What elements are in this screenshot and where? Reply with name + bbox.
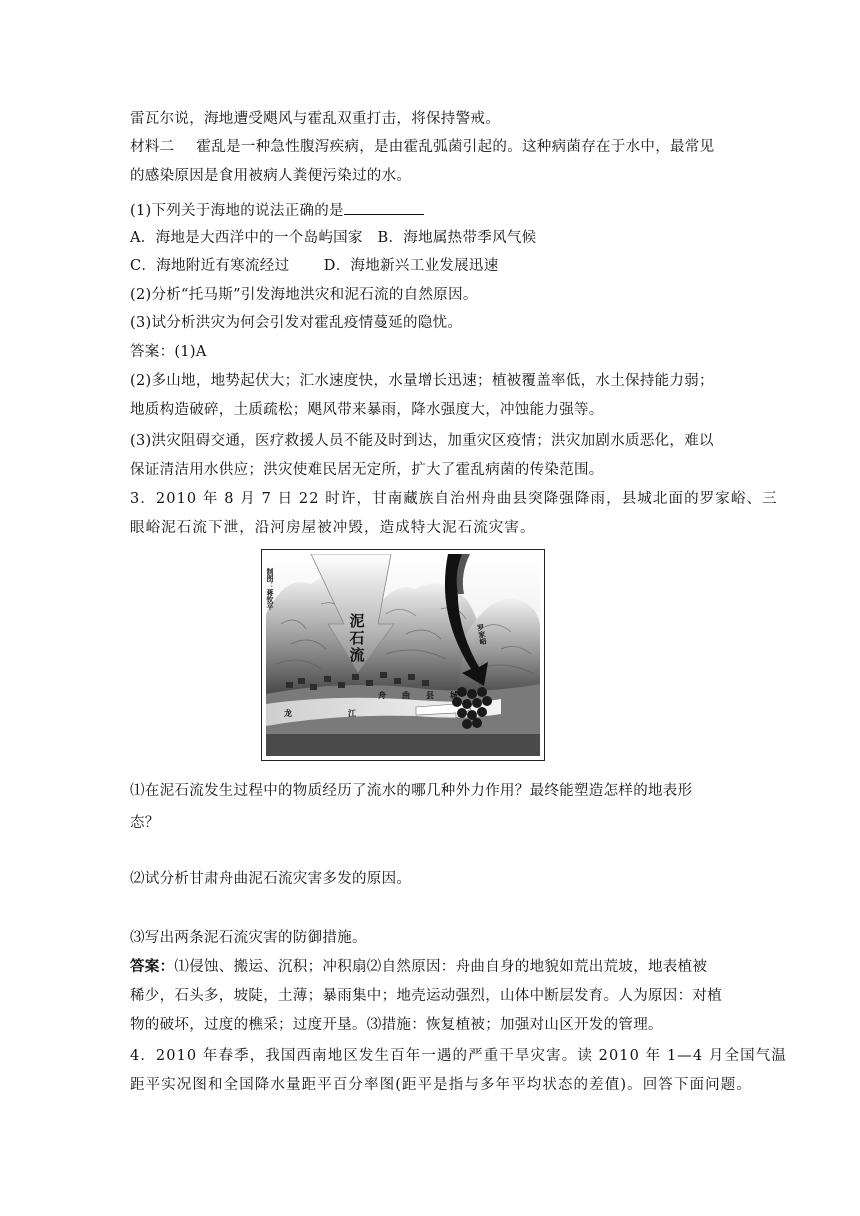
county-label-3: 县 [426, 691, 434, 700]
county-label-4: 城 [450, 691, 458, 700]
material-two-line [130, 137, 740, 157]
answer-line: 稀少，石头多，坡陡，土薄；暴雨集中；地壳运动强烈，山体中断层发育。人为原因：对植 [130, 988, 722, 1004]
county-label-1: 舟 [378, 691, 386, 700]
subquestion-line: ⑶写出两条泥石流灾害的防御措施。 [130, 930, 367, 946]
answer-text: ⑴侵蚀、搬运、沉积；冲积扇⑵自然原因：舟曲自身的地貌如荒出荒坡，地表植被 [174, 959, 708, 975]
question-four-line: 距平实况图和全国降水量距平百分率图(距平是指与多年平均状态的差值)。回答下面问题。 [130, 1077, 752, 1093]
question-line: (3)试分析洪灾为何会引发对霍乱疫情蔓延的隐忧。 [130, 315, 463, 331]
answer-line [130, 957, 740, 977]
river-label-1: 龙 [284, 709, 292, 718]
mudflow-illustration [266, 554, 540, 756]
valley-label: 罗家峪 [476, 623, 488, 646]
mudflow-figure [261, 549, 545, 761]
mudflow-label-3: 流 [349, 646, 365, 664]
question-line: (2)分析“托马斯”引发海地洪灾和泥石流的自然原因。 [130, 287, 478, 303]
option-b: B．海地属热带季风气候 [377, 230, 537, 246]
question-three-line: 眼峪泥石流下泄，沿河房屋被冲毁，造成特大泥石流灾害。 [130, 520, 536, 536]
question-line [130, 200, 740, 221]
option-d: D．海地新兴工业发展迅速 [323, 258, 499, 274]
answer-line: 保证清洁用水供应；洪灾使难民居无定所，扩大了霍乱病菌的传染范围。 [130, 462, 604, 478]
paragraph-line: 的感染原因是食用被病人粪便污染过的水。 [130, 168, 412, 184]
paragraph-line: 雷瓦尔说，海地遭受飓风与霍乱双重打击，将保持警戒。 [130, 111, 500, 127]
county-label-2: 曲 [402, 691, 410, 700]
answer-blank [344, 200, 424, 215]
answer-line: 地质构造破碎，土质疏松；飓风带来暴雨，降水强度大，冲蚀能力强等。 [130, 402, 604, 418]
mudflow-label-2: 石 [349, 629, 365, 647]
answer-label: 答案： [130, 958, 175, 975]
mudflow-label-1: 泥 [349, 612, 365, 630]
subquestion-line: 态？ [130, 815, 160, 831]
subquestion-line: ⑴在泥石流发生过程中的物质经历了流水的哪几种外力作用？最终能塑造怎样的地表形 [130, 783, 693, 799]
option-row [130, 256, 740, 276]
answer-line: 答案：(1)A [130, 344, 207, 360]
option-row [130, 228, 740, 248]
material-label: 材料二 [130, 139, 175, 155]
option-a: A．海地是大西洋中的一个岛屿国家 [130, 230, 363, 246]
river-label-2: 江 [348, 709, 356, 718]
question-three-line: 3．2010 年 8 月 7 日 22 时许，甘南藏族自治州舟曲县突降强降雨，县城北面的罗家峪、三 [130, 491, 778, 507]
material-text: 霍乱是一种急性腹泻疾病，是由霍乱弧菌引起的。这种病菌存在于水中，最常见 [196, 139, 715, 155]
option-c: C．海地附近有寒流经过 [130, 258, 290, 274]
question-text: (1)下列关于海地的说法正确的是 [130, 203, 344, 219]
answer-line: 物的破坏，过度的樵采；过度开垦。⑶措施：恢复植被；加强对山区开发的管理。 [130, 1017, 663, 1033]
answer-line: (2)多山地，地势起伏大；汇水速度快，水量增长迅速；植被覆盖率低，水土保持能力弱； [130, 373, 714, 389]
question-four-line: 4．2010 年春季，我国西南地区发生百年一遇的严重干旱灾害。读 2010 年 1—4 月全国气温 [130, 1048, 787, 1064]
figure-credit: 制图：蒋钦平 [266, 568, 274, 610]
subquestion-line: ⑵试分析甘肃舟曲泥石流灾害多发的原因。 [130, 871, 412, 887]
answer-line: (3)洪灾阻碍交通，医疗救援人员不能及时到达，加重灾区疫情；洪灾加剧水质恶化，难以 [130, 433, 714, 449]
